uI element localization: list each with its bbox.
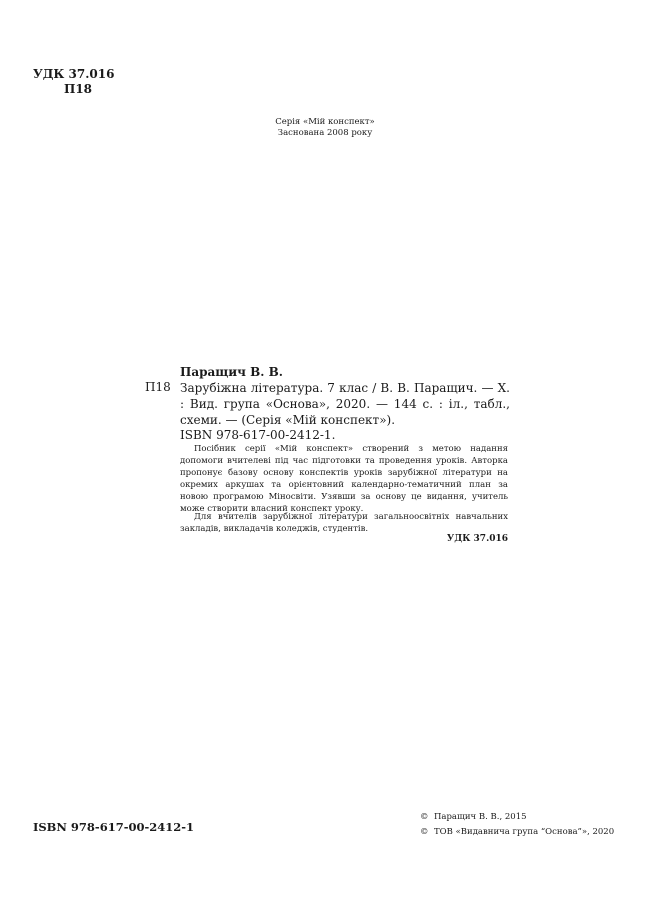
copyright-author-line bbox=[420, 810, 645, 825]
series-info bbox=[0, 117, 650, 139]
catalog-author-code: П18 bbox=[145, 380, 171, 394]
copyright-block bbox=[420, 810, 645, 840]
author-code: П18 bbox=[64, 82, 93, 96]
copyright-author: Паращич В. В., 2015 bbox=[434, 812, 527, 822]
copyright-publisher-line bbox=[420, 825, 645, 840]
annotation-text: Посібник серії «Мій конспект» створений з метою надання допомоги вчителеві під час підготовки та проведення уроків. Авторка пропонує базову основу конспектів уроків зарубіжної літератури на окремих аркушах та орієнтовний календарно-тематичний план за новою програмою Міносвіти. Узявши за основу це видання, учитель може створити власний конспект уроку. bbox=[180, 444, 508, 515]
udk-code: УДК 37.016 bbox=[33, 67, 115, 81]
copyright-publisher: ТОВ «Видавнича група “Основа”», 2020 bbox=[434, 827, 615, 837]
audience-text: Для вчителів зарубіжної літератури загальноосвітніх навчальних закладів, викладачів коледжів, студентів. bbox=[180, 512, 508, 535]
catalog-isbn: ISBN 978-617-00-2412-1. bbox=[180, 428, 336, 442]
copyright-symbol: © bbox=[420, 812, 429, 822]
udk-header bbox=[33, 67, 114, 97]
series-founded: Заснована 2008 року bbox=[277, 128, 373, 138]
copyright-symbol: © bbox=[420, 827, 429, 837]
footer-isbn: ISBN 978-617-00-2412-1 bbox=[33, 820, 195, 834]
catalog-author: Паращич В. В. bbox=[180, 365, 283, 379]
catalog-udk: УДК 37.016 bbox=[446, 534, 508, 544]
bibliographic-description: Зарубіжна література. 7 клас / В. В. Паращич. — Х. : Вид. група «Основа», 2020. — 144 с. : іл., табл., схеми. — (Серія «Мій конспект»). bbox=[180, 381, 510, 427]
series-name: Серія «Мій конспект» bbox=[275, 117, 375, 127]
